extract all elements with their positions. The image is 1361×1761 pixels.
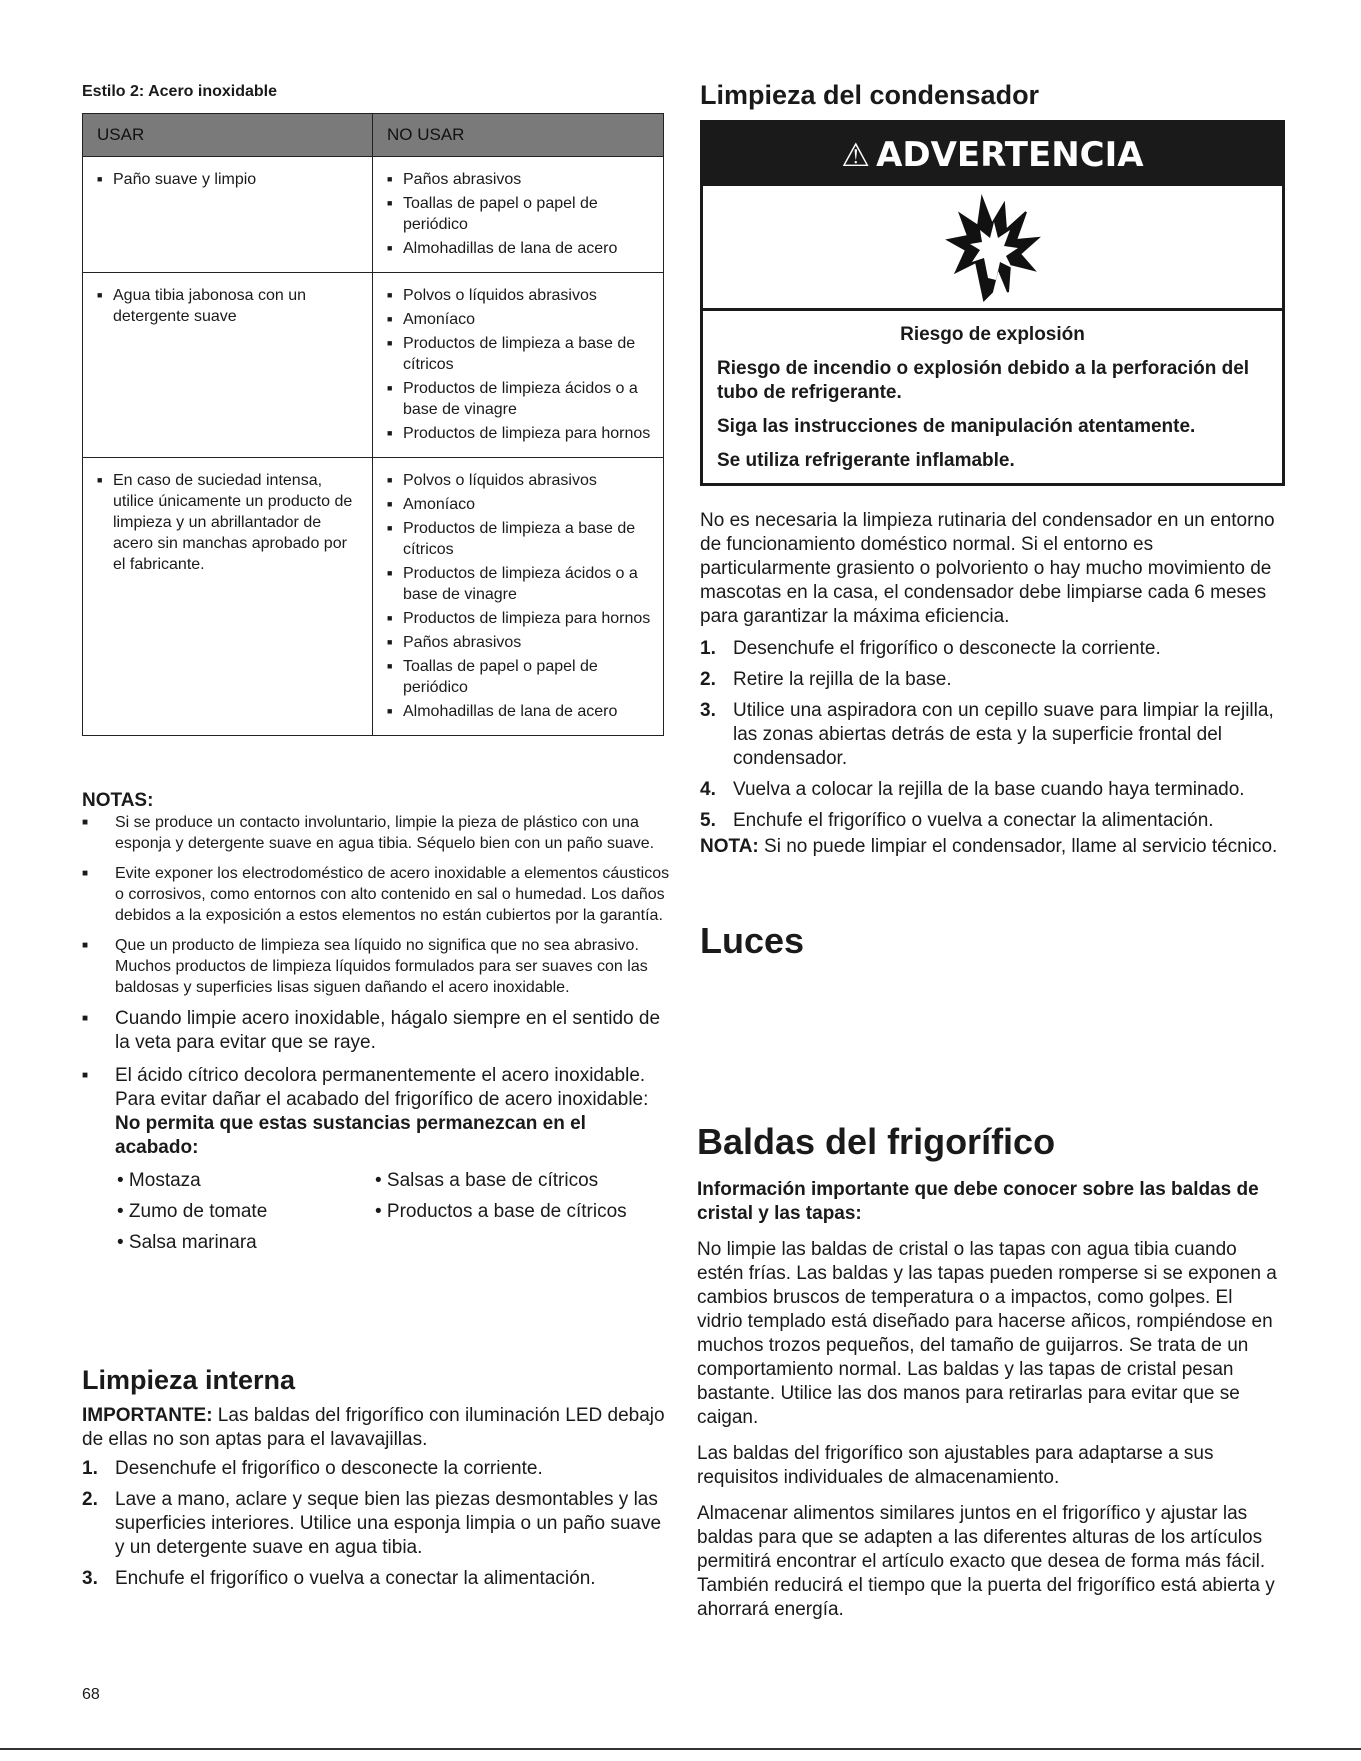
use-cell — [83, 157, 373, 273]
note-item-citric — [82, 1064, 672, 1254]
step-text: Lave a mano, aclare y seque bien las piezas desmontables y las superficies interiores. Utilice una esponja limpia o un paño suave y un detergente suave en agua tibia. — [115, 1489, 662, 1558]
warning-line: Se utiliza refrigerante inflamable. — [717, 450, 1015, 471]
important-label: IMPORTANTE: — [82, 1405, 213, 1426]
food-item: • Salsas a base de cítricos — [375, 1170, 599, 1191]
list-item: ■ Productos de limpieza ácidos o a base de vinagre — [387, 378, 651, 420]
table-row — [83, 273, 664, 458]
page-number: 68 — [82, 1686, 100, 1703]
step-number: 1. — [82, 1458, 98, 1479]
important-text: Las baldas del frigorífico con iluminación LED debajo de ellas no son aptas para el lavavajillas. — [82, 1405, 665, 1450]
list-item: ■ Productos de limpieza para hornos — [387, 608, 651, 629]
warning-body — [703, 311, 1282, 483]
dont-use-cell — [373, 458, 664, 736]
step-item — [700, 699, 1285, 771]
foods-list — [117, 1169, 672, 1254]
table-row — [83, 458, 664, 736]
explosion-icon — [703, 186, 1282, 311]
header-dont-use: NO USAR — [373, 114, 664, 157]
condenser-steps — [700, 637, 1285, 840]
interna-steps — [82, 1457, 672, 1598]
citric-text: El ácido cítrico decolora permanentemente el acero inoxidable. Para evitar dañar el acabado del frigorífico de acero inoxidable: — [115, 1065, 649, 1110]
interna-title: Limpieza interna — [82, 1365, 296, 1395]
style-title: Estilo 2: Acero inoxidable — [82, 83, 278, 100]
warning-header-text: ADVERTENCIA — [876, 134, 1144, 175]
step-number: 2. — [700, 669, 716, 690]
food-item: • Mostaza — [117, 1170, 201, 1191]
step-item — [700, 778, 1285, 802]
step-number: 2. — [82, 1489, 98, 1510]
list-item: ■ Toallas de papel o papel de periódico — [387, 193, 651, 235]
shelves-paragraph: Las baldas del frigorífico son ajustables para adaptarse a sus requisitos individuales de almacenamiento. — [697, 1443, 1214, 1488]
step-item — [82, 1567, 672, 1591]
header-use: USAR — [83, 114, 373, 157]
warning-line: Riesgo de incendio o explosión debido a la perforación del tubo de refrigerante. — [717, 358, 1250, 403]
note-item: ■ Si se produce un contacto involuntario, limpie la pieza de plástico con una esponja y detergente suave en agua tibia. Séquelo bien con un paño suave. — [82, 812, 672, 854]
note-label: NOTA: — [700, 836, 759, 857]
use-cell — [83, 458, 373, 736]
step-text: Utilice una aspiradora con un cepillo suave para limpiar la rejilla, las zonas abiertas detrás de esta y la superficie frontal del condensador. — [733, 700, 1274, 769]
condenser-paragraph: No es necesaria la limpieza rutinaria del condensador en un entorno de funcionamiento doméstico normal. Si el entorno es particularmente grasiento o polvoriento o hay mucho movimiento de mascotas en la casa, el condensador debe limpiarse cada 6 meses para garantizar la máxima eficiencia. — [700, 510, 1275, 627]
shelves-title: Baldas del frigorífico — [697, 1121, 1056, 1162]
step-number: 5. — [700, 810, 716, 831]
step-text: Desenchufe el frigorífico o desconecte la corriente. — [733, 638, 1161, 659]
step-number: 4. — [700, 779, 716, 800]
list-item: ■ Polvos o líquidos abrasivos — [387, 285, 651, 306]
list-item: ■ Almohadillas de lana de acero — [387, 701, 651, 722]
list-item: ■ Toallas de papel o papel de periódico — [387, 656, 651, 698]
list-item: ■ Paños abrasivos — [387, 632, 651, 653]
table-row — [83, 157, 664, 273]
step-number: 1. — [700, 638, 716, 659]
list-item: ■ Amoníaco — [387, 309, 651, 330]
step-text: Enchufe el frigorífico o vuelva a conectar la alimentación. — [115, 1568, 596, 1589]
condenser-title: Limpieza del condensador — [700, 80, 1040, 110]
food-item: • Zumo de tomate — [117, 1201, 268, 1222]
step-item — [700, 637, 1285, 661]
condenser-note — [700, 835, 1285, 859]
step-text: Desenchufe el frigorífico o desconecte la corriente. — [115, 1458, 543, 1479]
care-table — [82, 113, 664, 736]
notes-list — [82, 812, 672, 1263]
food-item: • Productos a base de cítricos — [375, 1201, 627, 1222]
warning-line: Siga las instrucciones de manipulación atentamente. — [717, 416, 1196, 437]
warning-title: Riesgo de explosión — [900, 324, 1085, 345]
bottom-divider — [0, 1748, 1361, 1750]
step-text: Vuelva a colocar la rejilla de la base cuando haya terminado. — [733, 779, 1245, 800]
shelves-paragraph: Almacenar alimentos similares juntos en el frigorífico y ajustar las baldas para que se adapten a las diferentes alturas de los artículos permitirá encontrar el artículo exacto que desea de forma más fácil. También reducirá el tiempo que la puerta del frigorífico está abierta y ahorrará energía. — [697, 1503, 1275, 1620]
notes-title: NOTAS: — [82, 790, 154, 811]
list-item: ■ Paño suave y limpio — [97, 169, 360, 190]
step-item — [82, 1488, 672, 1560]
lights-title: Luces — [700, 920, 805, 961]
care-table-header — [83, 114, 664, 157]
list-item: ■ Productos de limpieza a base de cítricos — [387, 333, 651, 375]
step-item — [700, 809, 1285, 833]
step-text: Enchufe el frigorífico o vuelva a conectar la alimentación. — [733, 810, 1214, 831]
warning-header — [703, 123, 1282, 186]
shelves-subtitle: Información importante que debe conocer sobre las baldas de cristal y las tapas: — [697, 1179, 1259, 1224]
list-item: ■ Productos de limpieza ácidos o a base de vinagre — [387, 563, 651, 605]
step-item — [82, 1457, 672, 1481]
step-text: Retire la rejilla de la base. — [733, 669, 952, 690]
note-text: Si no puede limpiar el condensador, llame al servicio técnico. — [758, 836, 1278, 857]
list-item: ■ Polvos o líquidos abrasivos — [387, 470, 651, 491]
dont-use-cell — [373, 157, 664, 273]
note-item: ■ Que un producto de limpieza sea líquido no significa que no sea abrasivo. Muchos productos de limpieza líquidos formulados para ser suaves con las baldosas y superficies lisas siguen dañando el acero inoxidable. — [82, 935, 672, 998]
step-number: 3. — [82, 1568, 98, 1589]
list-item: ■ En caso de suciedad intensa, utilice únicamente un producto de limpieza y un abrillantador de acero sin manchas aprobado por el fabricante. — [97, 470, 360, 575]
dont-use-cell — [373, 273, 664, 458]
list-item: ■ Agua tibia jabonosa con un detergente suave — [97, 285, 360, 327]
step-item — [700, 668, 1285, 692]
shelves-paragraph: No limpie las baldas de cristal o las tapas con agua tibia cuando estén frías. Las baldas y las tapas pueden romperse si se exponen a cambios bruscos de temperatura o a impactos, como golpes. El vidrio templado está diseñado para hacerse añicos, rompiéndose en muchos trozos pequeños, del tamaño de guijarros. Se trata de un comportamiento normal. Las baldas y las tapas de cristal pesan bastante. Utilice las dos manos para retirarlas para evitar que se caigan. — [697, 1239, 1277, 1428]
interna-important — [82, 1404, 672, 1452]
warning-box — [700, 120, 1285, 486]
list-item: ■ Almohadillas de lana de acero — [387, 238, 651, 259]
use-cell — [83, 273, 373, 458]
warning-triangle-icon: ⚠ — [841, 135, 871, 174]
note-item: ■ Evite exponer los electrodoméstico de acero inoxidable a elementos cáusticos o corrosivos, como entornos con alto contenido en sal o humedad. Los daños debidos a la exposición a estos elementos no están cubiertos por la garantía. — [82, 863, 672, 926]
list-item: ■ Productos de limpieza a base de cítricos — [387, 518, 651, 560]
list-item: ■ Productos de limpieza para hornos — [387, 423, 651, 444]
step-number: 3. — [700, 700, 716, 721]
note-item: ■ Cuando limpie acero inoxidable, hágalo siempre en el sentido de la veta para evitar que se raye. — [82, 1007, 672, 1055]
food-item: • Salsa marinara — [117, 1232, 257, 1253]
list-item: ■ Amoníaco — [387, 494, 651, 515]
citric-warning: No permita que estas sustancias permanezcan en el acabado: — [115, 1113, 586, 1158]
list-item: ■ Paños abrasivos — [387, 169, 651, 190]
